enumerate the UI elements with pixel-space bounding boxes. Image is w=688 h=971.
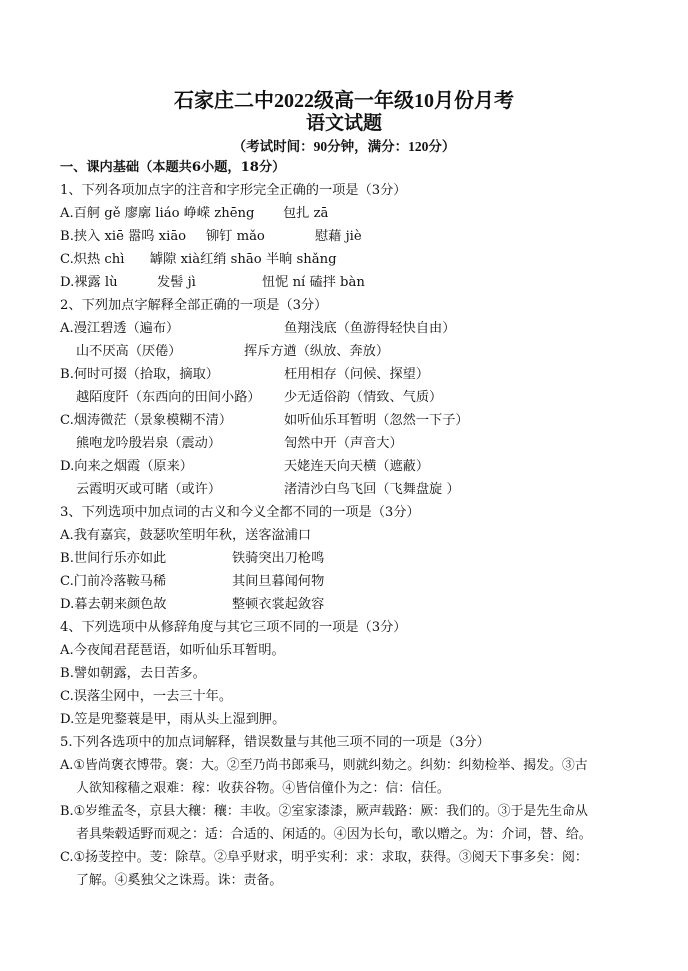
q2-option-a (60, 319, 660, 339)
q4-option-d: D.笠是兜鍪蓑是甲，雨从头上湿到胛。 (60, 712, 286, 727)
q2-a-part2: 鱼翔浅底（鱼游得轻快自由） (284, 321, 456, 336)
q2-option-d-line2 (76, 480, 676, 500)
q3-option-c (60, 572, 660, 592)
q5-option-c: C.①扬芰控中。芰：除草。②阜乎财求，明乎实利：求：求取，获得。③阅天下事多矣：阅： (60, 850, 588, 865)
q2-a-part4: 挥斥方遒（纵放、奔放） (244, 344, 390, 359)
section-heading: 一、课内基础（本题共6小题，18分） (60, 160, 286, 175)
q1-b-part2: 铆钉 mǎo (206, 229, 265, 244)
q5-option-a: A.①皆尚褒衣博带。褒：大。②至乃尚书郎乘马，则就纠劾之。纠劾：纠劾检举、揭发。③古 (60, 758, 588, 773)
q1-d-part2: 发髻 jì (157, 275, 196, 290)
q1-option-d (60, 273, 660, 293)
q2-a-part3: 山不厌高（厌倦） (76, 344, 182, 359)
q2-option-b (60, 365, 660, 385)
q1-d-part1: D.裸露 lù (60, 275, 118, 290)
q2-d-part2: 天姥连天向天横（遮蔽） (284, 459, 430, 474)
q1-b-part3: 慰藉 jiè (315, 229, 362, 244)
question-5-stem: 5.下列各选项中的加点词解释，错误数量与其他三项不同的一项是（3分） (60, 735, 490, 750)
q2-c-part3: 熊咆龙吟殷岩泉（震动） (76, 436, 222, 451)
q3-option-a: A.我有嘉宾，鼓瑟吹笙明年秋，送客湓浦口 (60, 528, 312, 543)
q3-b-part1: B.世间行乐亦如此 (60, 551, 167, 566)
q5-option-c-line2: 了解。④奚独父之诛焉。诛：责备。 (76, 873, 283, 888)
q2-option-a-line2 (76, 342, 676, 362)
question-1-stem: 1、下列各项加点字的注音和字形完全正确的一项是（3分） (60, 183, 407, 198)
q4-option-b: B.譬如朝露，去日苦多。 (60, 666, 206, 681)
q4-option-a: A.今夜闻君琵琶语，如听仙乐耳暂明。 (60, 643, 285, 658)
q2-d-part3: 云霞明灭或可睹（或许） (76, 482, 222, 497)
question-2-stem: 2、下列加点字解释全部正确的一项是（3分） (60, 298, 328, 313)
q2-option-c (60, 411, 660, 431)
q2-d-part1: D.向来之烟霞（原来） (60, 459, 193, 474)
q2-a-part1: A.漫江碧透（遍布） (60, 321, 180, 336)
q2-b-part1: B.何时可掇（拾取，摘取） (60, 367, 219, 382)
q1-a-part1: A.百舸 gě 廖廓 liáo 峥嵘 zhēng (60, 206, 255, 221)
question-3-stem: 3、下列选项中加点词的古义和今义全都不同的一项是（3分） (60, 505, 420, 520)
q2-option-c-line2 (76, 434, 676, 454)
q3-c-part2: 其间旦暮闻何物 (232, 574, 325, 589)
q5-option-b-line2: 者具柴毂适野而观之：适：合适的、闲适的。④因为长句，歌以赠之。为：介词，替、给。 (76, 827, 592, 842)
q1-d-part3: 忸怩 ní 磕拌 bàn (262, 275, 365, 290)
q2-option-d (60, 457, 660, 477)
exam-info: （考试时间：90分钟，满分：120分） (232, 139, 456, 154)
q2-b-part3: 越陌度阡（东西向的田间小路） (76, 390, 261, 405)
q2-b-part4: 少无适俗韵（情致、气质） (284, 390, 443, 405)
q2-c-part1: C.烟涛微茫（景象模糊不清） (60, 413, 233, 428)
q2-b-part2: 枉用相存（问候、探望） (284, 367, 430, 382)
q2-option-b-line2 (76, 388, 676, 408)
exam-subject: 语文试题 (305, 113, 382, 134)
q2-c-part4: 訇然中开（声音大） (284, 436, 403, 451)
q3-b-part2: 铁骑突出刀枪鸣 (232, 551, 325, 566)
q1-c-part1: C.炽热 chì (60, 252, 125, 267)
q3-option-b (60, 549, 660, 569)
q1-c-part2: 罅隙 xià红绡 shāo 半晌 shǎng (150, 252, 337, 267)
q3-c-part1: C.门前冷落鞍马稀 (60, 574, 167, 589)
q5-option-b: B.①岁维孟冬，京县大穰：穰：丰收。②室家漆漆，厥声载路：厥：我们的。③于是先生命从 (60, 804, 588, 819)
q1-option-a (60, 204, 660, 224)
exam-title: 石家庄二中2022级高一年级10月份月考 (174, 90, 514, 112)
q2-c-part2: 如听仙乐耳暂明（忽然一下子） (284, 413, 469, 428)
q1-option-c (60, 250, 660, 270)
q4-option-c: C.误落尘网中，一去三十年。 (60, 689, 233, 704)
q5-option-a-line2: 人欲知稼穑之艰难：稼：收获谷物。④皆信僮仆为之：信：信任。 (76, 781, 450, 796)
q1-b-part1: B.挟入 xiē 嚣呜 xiāo (60, 229, 187, 244)
q3-d-part2: 整顿衣裳起敛容 (232, 597, 325, 612)
q3-d-part1: D.暮去朝来颜色故 (60, 597, 167, 612)
q2-d-part4: 渚清沙白鸟飞回（飞舞盘旋 ） (284, 482, 460, 497)
q1-option-b (60, 227, 660, 247)
question-4-stem: 4、下列选项中从修辞角度与其它三项不同的一项是（3分） (60, 620, 407, 635)
q1-a-part2: 包扎 zā (283, 206, 329, 221)
q3-option-d (60, 595, 660, 615)
